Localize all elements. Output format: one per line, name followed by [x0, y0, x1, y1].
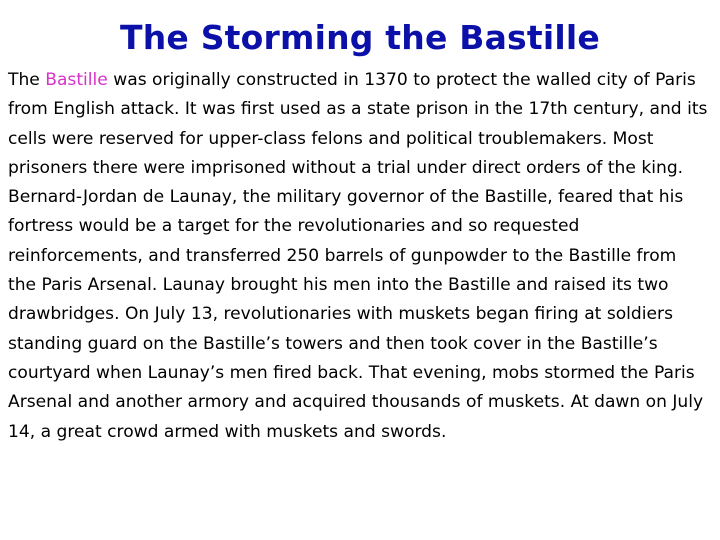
body-prefix: The: [8, 70, 46, 90]
body-rest: was originally constructed in 1370 to protect the walled city of Paris from English attack. It was first used as a state prison in the 17th century, and its cells were reserved for upper-class felons and political troublemakers. Most prisoners there were imprisoned without a trial under direct orders of the king. Bernard-Jordan de Launay, the military governor of the Bastille, feared that his fortress would be a target for the revolutionaries and so requested reinforcements, and transferred 250 barrels of gunpowder to the Bastille from the Paris Arsenal. Launay brought his men into the Bastille and raised its two drawbridges. On July 13, revolutionaries with muskets began firing at soldiers standing guard on the Bastille’s towers and then took cover in the Bastille’s courtyard when Launay’s men fired back. That evening, mobs stormed the Paris Arsenal and another armory and acquired thousands of muskets. At dawn on July 14, a great crowd armed with muskets and swords.: [8, 70, 708, 442]
body-paragraph: [8, 66, 708, 447]
slide-title: The Storming the Bastille: [120, 18, 600, 57]
highlighted-keyword: Bastille: [45, 70, 108, 90]
